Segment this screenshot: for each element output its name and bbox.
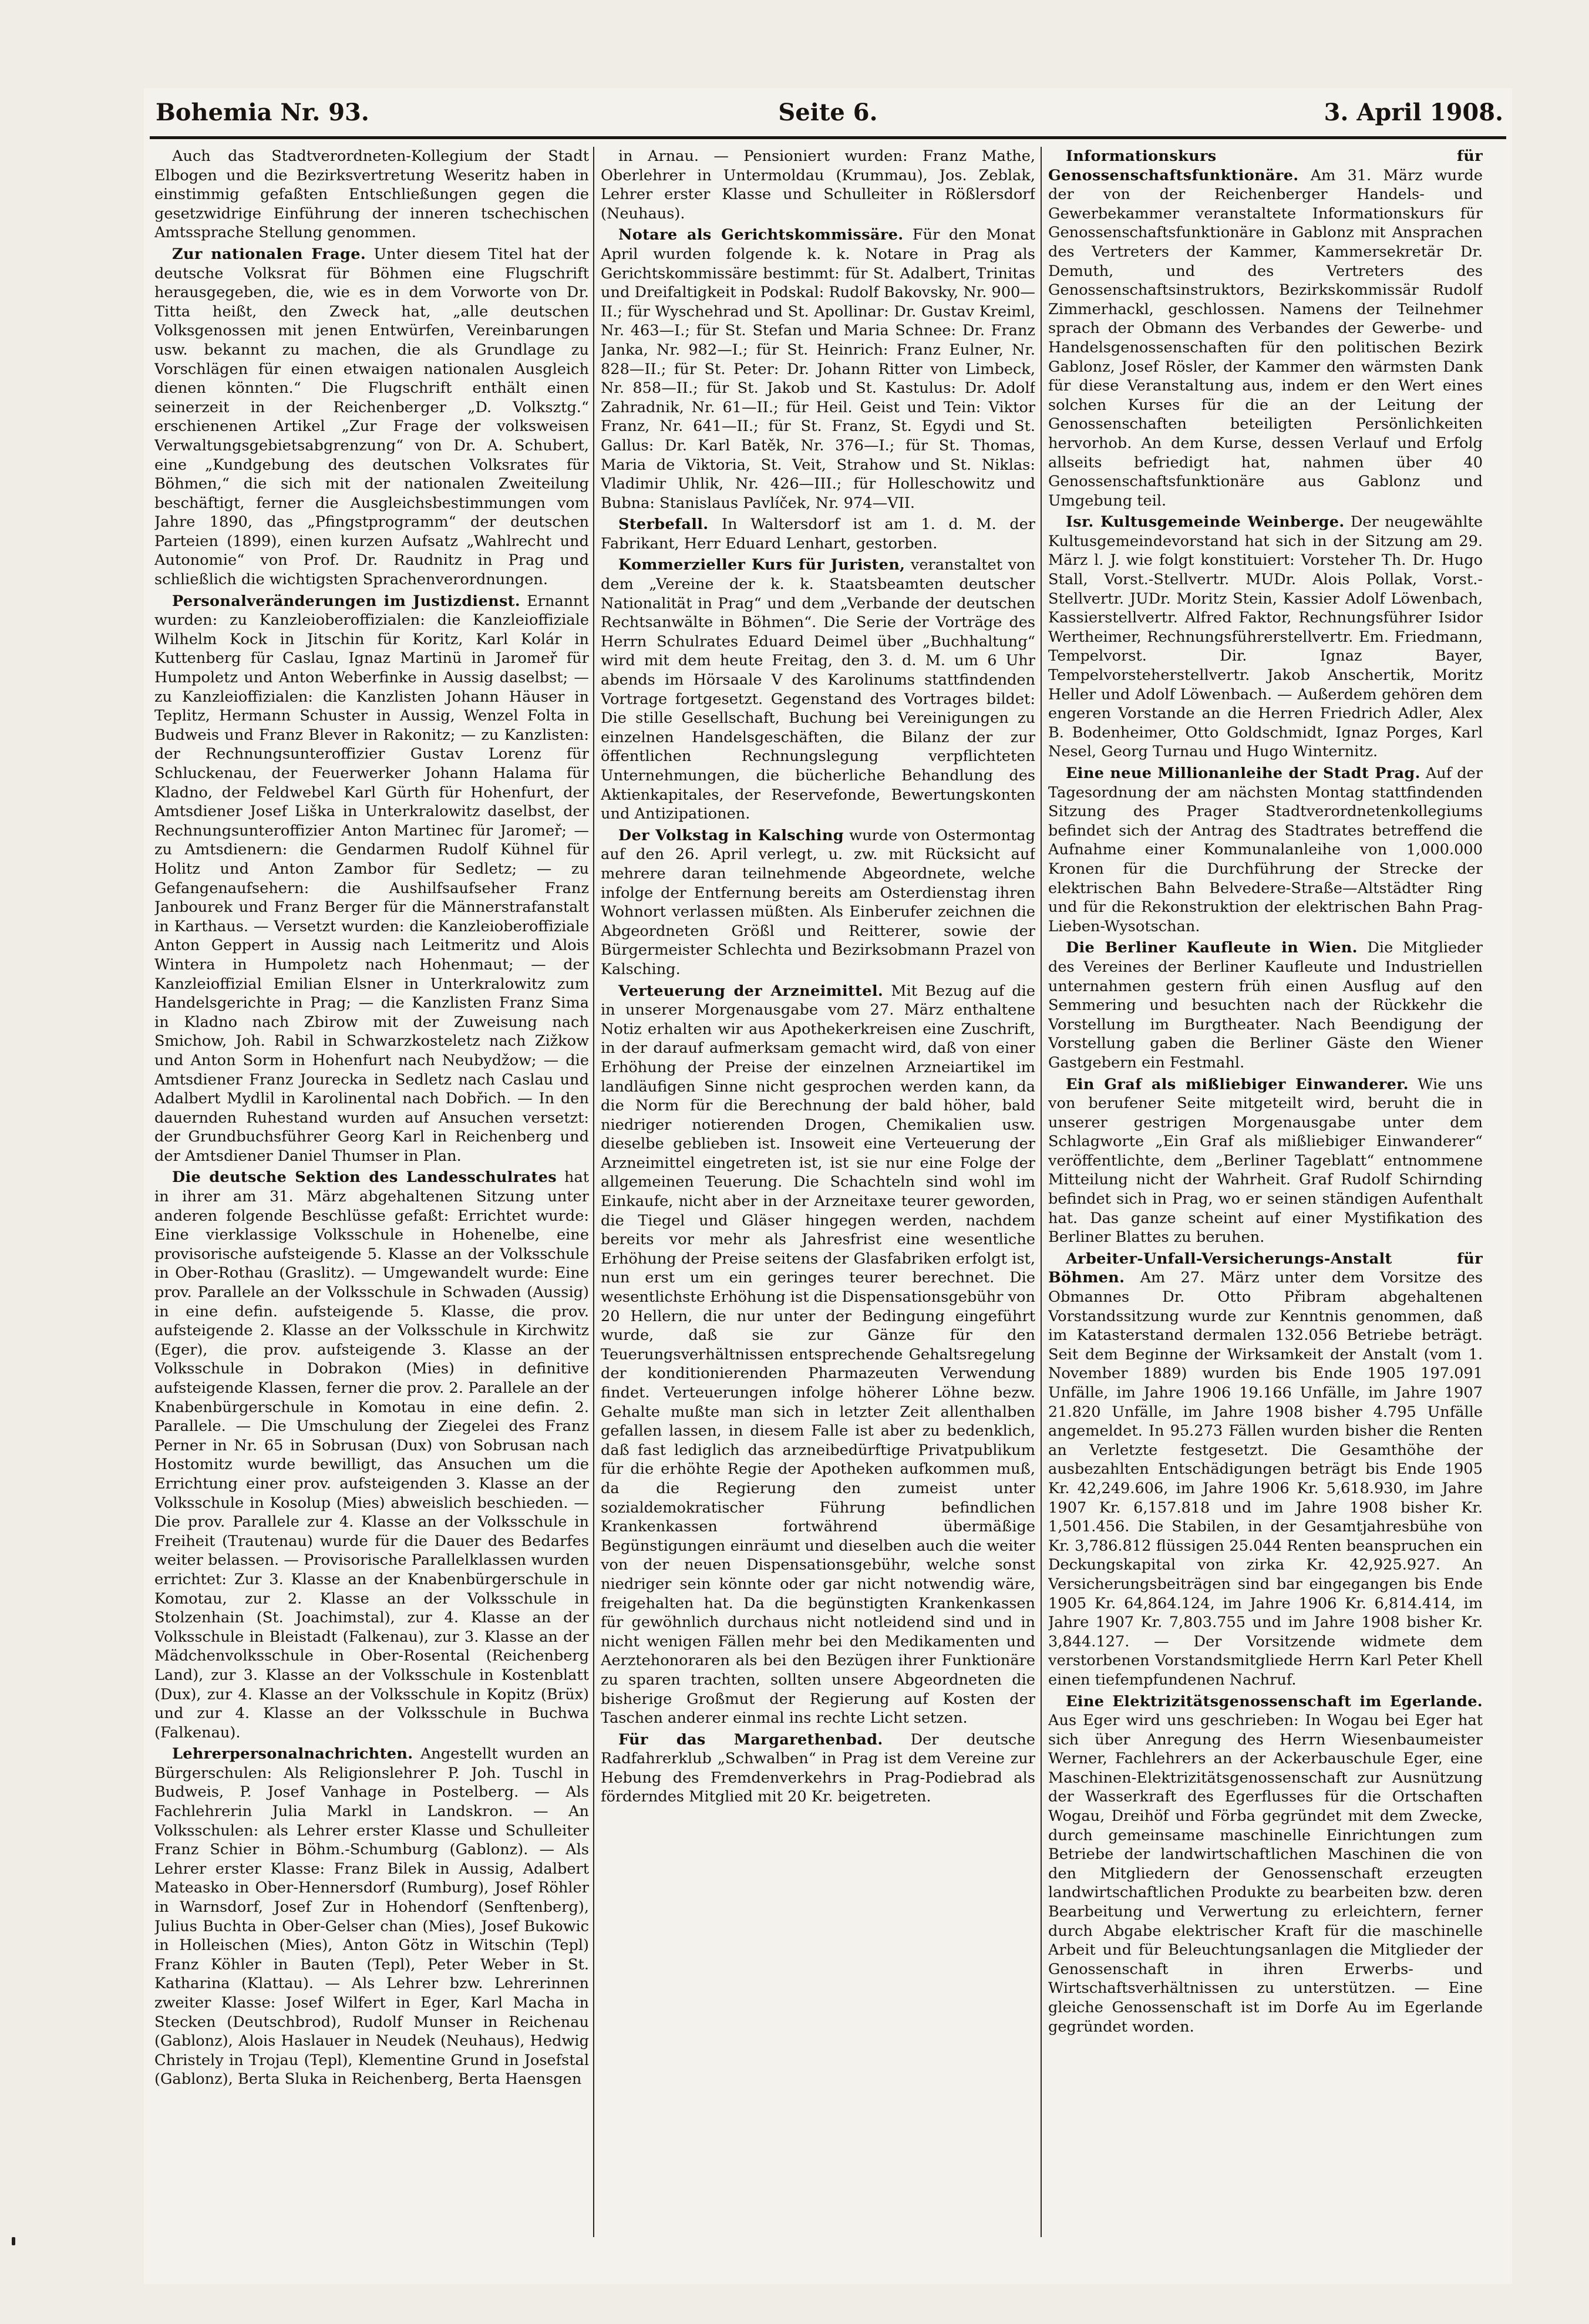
article-body: In Waltersdorf ist am 1. d. M. der Fabrikant, Herr Eduard Lenhart, gestorben. (601, 516, 1035, 553)
column-1 (154, 147, 589, 2272)
article-body: wurde von Ostermontag auf den 26. April verlegt, u. zw. mit Rücksicht auf mehrere daran teilnehmende Abgeordnete, welche infolge der Entfernung bereits am Osterdienstag ihren Wohnort verlassen müßten. Als Einberufer zeichnen die Abgeordneten Größl und Reitterer, sowie der Bürgermeister Schlechta und Bezirksobmann Prazel von Kalsching. (601, 826, 1035, 978)
article-body: Mit Bezug auf die in unserer Morgenausgabe vom 27. März enthaltene Notiz erhalten wir aus Apothekerkreisen eine Zuschrift, in der darauf aufmerksam gemacht wird, daß von einer Erhöhung der Preise der einzelnen Arzneiartikel im landläufigen Sinne nicht gesprochen werden kann, da die Norm für die Berechnung der bald höher, bald niedriger notierenden Drogen, Chemikalien usw. dieselbe geblieben ist. Insoweit eine Verteuerung der Arzneimittel eingetreten ist, ist sie nur eine Folge der allgemeinen Teuerung. Die Schachteln sind wohl im Einkaufe, nicht aber in der Arzneitaxe teurer geworden, die Tiegel und Gläser hingegen werden, nachdem bereits vor mehr als Jahresfrist eine wesentliche Erhöhung der Preise seitens der Glasfabriken erfolgt ist, nun erst um ein geringes teurer berechnet. Die wesentlichste Erhöhung ist die Dispensationsgebühr von 20 Hellern, die nur unter der Bedingung eingeführt wurde, daß sie zur Gänze für den Teuerungsverhältnissen entsprechende Gehaltsregelung der konditionierenden Pharmazeuten Verwendung findet. Verteuerungen infolge höherer Löhne bezw. Gehalte mußte man sich in letzter Zeit allenthalben gefallen lassen, in diesem Falle ist aber zu bedenklich, daß fast lediglich das arzneibedürftige Privatpublikum für die erhöhte Regie der Apotheken aufkommen muß, da die Regierung den zumeist unter sozialdemokratischer Führung befindlichen Krankenkassen fortwährend übermäßige Begünstigungen einräumt und dieselben auch die weiter von der neuen Dispensationsgebühr, welche sonst niedriger sein könnte oder gar nicht notwendig wäre, freigehalten hat. Da die begünstigten Krankenkassen für gewöhnlich durchaus nicht notleidend sind und in nicht wenigen Fällen mehr bei den Medikamenten und Aerztehonoraren als bei den Bezügen ihrer Funktionäre zu sparen trachten, sollten unsere Abgeordneten die bisherige Großmut der Regierung auf Kosten der Taschen anderer einmal ins rechte Licht setzen. (601, 982, 1035, 1727)
page-number: Seite 6. (778, 99, 878, 126)
article-heading: Sterbefall. (618, 516, 709, 534)
article-paragraph (601, 147, 1035, 223)
article-heading: Isr. Kultusgemeinde Weinberge. (1066, 513, 1345, 531)
article-body: Für den Monat April wurden folgende k. k. Notare in Prag als Gerichtskommissäre bestimmt: für St. Adalbert, Trinitas und Dreifaltigkeit in Podskal: Rudolf Bakovsky, Nr. 900—II.; für Wyschehrad und St. Apollinar: Dr. Gustav Kreiml, Nr. 463—I.; für St. Stefan und Maria Schnee: Dr. Franz Janka, Nr. 982—I.; für St. Heinrich: Franz Eulner, Nr. 828—II.; für St. Peter: Dr. Johann Ritter von Limbeck, Nr. 858—II.; für St. Jakob und St. Kastulus: Dr. Adolf Zahradnik, Nr. 61—II.; für Heil. Geist und Tein: Viktor Franz, Nr. 641—II.; für St. Franz, St. Egydi und St. Gallus: Dr. Karl Batěk, Nr. 376—I.; für St. Thomas, Maria de Viktoria, St. Veit, Strahow und St. Niklas: Vladimir Uhlik, Nr. 426—III.; für Holleschowitz und Bubna: Stanislaus Pavlíček, Nr. 974—VII. (601, 226, 1035, 512)
article-body: Auch das Stadtverordneten-Kollegium der Stadt Elbogen und die Bezirksvertretung Weseritz haben in einstimmig gefaßten Entschließungen gegen die gesetzwidrige Einführung der inneren tschechischen Amtssprache Stellung genommen. (154, 147, 589, 242)
article-body: Der neugewählte Kultusgemeindevorstand hat sich in der Sitzung am 29. März l. J. wie folgt konstituiert: Vorsteher Th. Dr. Hugo Stall, Vorst.-Stellvertr. MUDr. Alois Pollak, Vorst.-Stellvertr. JUDr. Moritz Stein, Kassier Adolf Löwenbach, Kassierstellvertr. Alfred Faktor, Rechnungsführer Isidor Wertheimer, Rechnungsführerstellvertr. Em. Friedmann, Tempelvorst. Dir. Ignaz Bayer, Tempelvorsteherstellvertr. Jakob Anschertik, Moritz Heller und Adolf Löwenbach. — Außerdem gehören dem engeren Vorstande an die Herren Friedrich Adler, Alex B. Bodenheimer, Otto Goldschmidt, Ignaz Porges, Karl Nesel, Georg Turnau und Hugo Winternitz. (1048, 513, 1483, 761)
article-heading: Lehrerpersonalnachrichten. (172, 1745, 413, 1763)
article-paragraph (1048, 1075, 1483, 1247)
column-2 (601, 147, 1035, 2272)
article-paragraph (1048, 513, 1483, 762)
newspaper-page (144, 88, 1512, 2284)
article-heading: Zur nationalen Frage. (172, 245, 366, 263)
masthead-issue: Bohemia Nr. 93. (156, 99, 369, 126)
header-rule (150, 136, 1506, 139)
article-paragraph (1048, 1249, 1483, 1690)
article-paragraph (154, 147, 589, 242)
article-body: Angestellt wurden an Bürgerschulen: Als Religionslehrer P. Joh. Tuschl in Budweis, P. Josef Vanhage in Postelberg. — Als Fachlehrerin Julia Markl in Landskron. — An Volksschulen: als Lehrer erster Klasse und Schulleiter Franz Schier in Böhm.-Schumburg (Gablonz). — Als Lehrer erster Klasse: Franz Bilek in Aussig, Adalbert Mateasko in Ober-Hennersdorf (Rumburg), Josef Röhler in Warnsdorf, Josef Zur in Hohendorf (Senftenberg), Julius Buchta in Ober-Gelser chan (Mies), Josef Bukowic in Holleischen (Mies), Anton Götz in Witschin (Tepl) Franz Köhler in Bauten (Tepl), Peter Weber in St. Katharina (Klattau). — Als Lehrer bzw. Lehrerinnen zweiter Klasse: Josef Wilfert in Eger, Karl Macha in Stecken (Deutschbrod), Rudolf Munser in Reichenau (Gablonz), Alois Haslauer in Neudek (Neuhaus), Hedwig Christely in Trojau (Tepl), Klementine Grund in Josefstal (Gablonz), Berta Sluka in Reichenberg, Berta Haensgen (154, 1745, 589, 2089)
article-paragraph (601, 826, 1035, 979)
article-body: Ernannt wurden: zu Kanzleioberoffizialen: die Kanzleioffiziale Wilhelm Kock in Jitschin für Koritz, Karl Kolár in Kuttenberg für Caslau, Ignaz Martinü in Jaromeř für Humpoletz und Anton Weberfinke in Aussig daselbst; — zu Kanzleioffizialen: die Kanzlisten Johann Häuser in Teplitz, Hermann Schuster in Aussig, Wenzel Folta in Budweis und Franz Blever in Rakonitz; — zu Kanzlisten: der Rechnungsunteroffizier Gustav Lorenz für Schluckenau, der Feuerwerker Johann Halama für Kladno, der Feldwebel Karl Gürth für Hohenfurt, der Amtsdiener Josef Liška in Unterkralowitz daselbst, der Rechnungsunteroffizier Anton Martinec für Jaromeř; — zu Amtsdienern: die Gendarmen Rudolf Kühnel für Holitz und Anton Zambor für Sedletz; — zu Gefangenaufsehern: die Aushilfsaufseher Franz Janbourek und Franz Berger für die Männerstrafanstalt in Karthaus. — Versetzt wurden: die Kanzleioberoffiziale Anton Geppert in Aussig nach Leitmeritz und Alois Wintera in Humpoletz nach Hohenmaut; — der Kanzleioffizial Emilian Elsner in Unterkralowitz zum Handelsgerichte in Prag; — die Kanzlisten Franz Sima in Kladno nach Zbirow mit der Zuweisung nach Smichow, Joh. Rabil in Schwarzkosteletz nach Zižkow und Anton Sorm in Hohenfurt nach Neubydžow; — die Amtsdiener Franz Jourecka in Sedletz nach Caslau und Adalbert Mydlil in Karolinental nach Dobřich. — In den dauernden Ruhestand wurden auf Ansuchen versetzt: der Grundbuchsführer Georg Karl in Reichenberg und der Amtsdiener Daniel Thumser in Plan. (154, 592, 589, 1165)
article-paragraph (154, 592, 589, 1166)
article-heading: Eine neue Millionanleihe der Stadt Prag. (1066, 764, 1420, 782)
running-head (144, 88, 1512, 129)
article-heading: Der Volkstag in Kalsching (618, 826, 844, 844)
column-divider (593, 147, 594, 2237)
column-3 (1048, 147, 1483, 2272)
ink-mark (12, 2237, 15, 2245)
article-heading: Für das Margarethenbad. (618, 1730, 883, 1749)
article-paragraph (601, 982, 1035, 1728)
article-paragraph (154, 1744, 589, 2089)
column-divider (1041, 147, 1042, 2237)
article-paragraph (1048, 938, 1483, 1072)
article-body: Aus Eger wird uns geschrieben: In Wogau bei Eger hat sich über Anregung des Herrn Wiesenbaumeister Werner, Fachlehrers an der Ackerbauschule Eger, eine Maschinen-Elektrizitätsgenossenschaft zur Ausnützung der Wasserkraft des Egerflusses für die Ortschaften Wogau, Dreihöf und Förba gegründet mit dem Zwecke, durch gemeinsame maschinelle Einrichtungen zum Betriebe der landwirtschaftlichen Maschinen die von den Mitgliedern der Genossenschaft erzeugten landwirtschaftlichen Produkte zu bearbeiten bzw. deren Bearbeitung und Verwertung zu erleichtern, ferner durch Abgabe elektrischer Kraft für die maschinelle Arbeit und für Beleuchtungsanlagen die Mitglieder der Genossenschaft in ihren Erwerbs- und Wirtschaftsverhältnissen zu unterstützen. — Eine gleiche Genossenschaft ist im Dorfe Au im Egerlande gegründet worden. (1048, 1712, 1483, 2036)
article-paragraph (601, 555, 1035, 823)
article-heading: Personalveränderungen im Justizdienst. (172, 592, 520, 610)
article-paragraph (1048, 147, 1483, 510)
article-heading: Notare als Gerichtskommissäre. (618, 226, 904, 244)
article-body: veranstaltet von dem „Vereine der k. k. Staatsbeamten deutscher Nationalität in Prag“ und dem „Verbande der deutschen Rechtsanwälte in Böhmen“. Die Serie der Vorträge des Herrn Schulrates Eduard Deimel über „Buchhaltung“ wird mit dem heute Freitag, den 3. d. M. um 6 Uhr abends im Hörsaale V des Karolinums stattfindenden Vortrage fortgesetzt. Gegenstand des Vortrages bildet: Die stille Gesellschaft, Buchung bei Vereinigungen zu einzelnen Handelsgeschäften, die Bilanz der zur öffentlichen Rechnungslegung verpflichteten Unternehmungen, die bücherliche Behandlung des Aktienkapitales, der Reservefonde, Bewertungskonten und Antizipationen. (601, 556, 1035, 823)
article-body: hat in ihrer am 31. März abgehaltenen Sitzung unter anderen folgende Beschlüsse gefaßt: Errichtet wurde: Eine vierklassige Volksschule in Hohenelbe, eine provisorische aufsteigende 5. Klasse an der Volksschule in Ober-Rothau (Graslitz). — Umgewandelt wurde: Eine prov. Parallele an der Volksschule in Schwaden (Aussig) in eine defin. aufsteigende 5. Klasse, die prov. aufsteigende 2. Klasse an der Volksschule in Kirchwitz (Eger), die prov. aufsteigende 3. Klasse an der Volksschule in Dobrakon (Mies) in definitive aufsteigende Klassen, ferner die prov. 2. Parallele an der Knabenbürgerschule in Komotau in eine defin. 2. Parallele. — Die Umschulung der Ziegelei des Franz Perner in Nr. 65 in Sobrusan (Dux) von Sobrusan nach Hostomitz wurde bewilligt, das Ansuchen um die Errichtung einer prov. aufsteigenden 3. Klasse an der Volksschule in Kosolup (Mies) abweislich beschieden. — Die prov. Parallele zur 4. Klasse an der Volksschule in Freiheit (Trautenau) wurde für die Dauer des Bedarfes weiter belassen. — Provisorische Parallelklassen wurden errichtet: Zur 3. Klasse an der Knabenbürgerschule in Komotau, zur 2. Klasse an der Volksschule in Stolzenhain (St. Joachimstal), zur 4. Klasse an der Volksschule in Bleistadt (Falkenau), zur 3. Klasse an der Mädchenvolksschule in Ober-Rosental (Reichenberg Land), zur 3. Klasse an der Volksschule in Kostenblatt (Dux), zur 4. Klasse an der Volksschule in Kopitz (Brüx) und zur 4. Klasse an der Volksschule in Buchwa (Falkenau). (154, 1168, 589, 1742)
article-heading: Informationskurs für Genossenschaftsfunktionäre. (1048, 147, 1483, 184)
issue-date: 3. April 1908. (1324, 99, 1503, 126)
article-body: in Arnau. — Pensioniert wurden: Franz Mathe, Oberlehrer in Untermoldau (Krummau), Jos. Zeblak, Lehrer erster Klasse und Schulleiter in Rößlersdorf (Neuhaus). (601, 147, 1035, 223)
article-body: Die Mitglieder des Vereines der Berliner Kaufleute und Industriellen unternahmen gestern früh einen Ausflug auf den Semmering und besuchten nach der Rückkehr die Vorstellung im Burgtheater. Nach Beendigung der Vorstellung gaben die Berliner Gäste den Wiener Gastgebern ein Festmahl. (1048, 939, 1483, 1072)
article-paragraph (601, 1730, 1035, 1807)
article-paragraph (601, 225, 1035, 513)
article-heading: Verteuerung der Arzneimittel. (618, 982, 884, 1000)
article-body: Am 27. März unter dem Vorsitze des Obmannes Dr. Otto Přibram abgehaltenen Vorstandssitzung wurde zur Kenntnis genommen, daß im Katasterstand dermalen 132.056 Betriebe beträgt. Seit dem Beginne der Wirksamkeit der Anstalt (vom 1. November 1889) wurden bis Ende 1905 197.091 Unfälle, im Jahre 1906 19.166 Unfälle, im Jahre 1907 21.820 Unfälle, im Jahre 1908 bisher 4.795 Unfälle angemeldet. In 95.273 Fällen wurden bisher die Renten an Verletzte festgesetzt. Die Gesamthöhe der ausbezahlten Entschädigungen beträgt bis Ende 1905 Kr. 42,249.606, im Jahre 1906 Kr. 5,618.930, im Jahre 1907 Kr. 6,157.818 und im Jahre 1908 bisher Kr. 1,501.456. Die Stabilen, in der Gesamtjahresbühe von Kr. 3,786.812 flüssigen 25.044 Renten beanspruchen ein Deckungskapital von zirka Kr. 42,925.927. An Versicherungsbeiträgen sind bar eingegangen bis Ende 1905 Kr. 64,864.124, im Jahre 1906 Kr. 6,814.414, im Jahre 1907 Kr. 7,803.755 und im Jahre 1908 bisher Kr. 3,844.127. — Der Vorsitzende widmete dem verstorbenen Vorstandsmitgliede Herrn Karl Peter Khell einen tiefempfundenen Nachruf. (1048, 1269, 1483, 1689)
article-heading: Arbeiter-Unfall-Versicherungs-Anstalt für Böhmen. (1048, 1249, 1483, 1287)
article-paragraph (154, 245, 589, 590)
article-heading: Kommerzieller Kurs für Juristen, (618, 556, 905, 574)
article-heading: Die deutsche Sektion des Landesschulrates (172, 1168, 557, 1187)
article-paragraph (1048, 1692, 1483, 2037)
article-body: Am 31. März wurde der von der Reichenberger Handels- und Gewerbekammer veranstaltete Informationskurs für Genossenschaftsfunktionäre in Gablonz mit Ansprachen des Vertreters der Kammer, Kammersekretär Dr. Demuth, und des Vertreters des Genossenschaftsinstruktors, Bezirkskommissär Rudolf Zimmerhackl, geschlossen. Namens der Teilnehmer sprach der Obmann des Verbandes der Gewerbe- und Handelsgenossenschaften für den politischen Bezirk Gablonz, Josef Rösler, der Kammer den wärmsten Dank für diese Veranstaltung aus, indem er den Wert eines solchen Kurses für die an der Leitung der Genossenschaften beteiligten Persönlichkeiten hervorhob. An dem Kurse, dessen Verlauf und Erfolg allseits befriedigt hat, nahmen über 40 Genossenschaftsfunktionäre aus Gablonz und Umgebung teil. (1048, 166, 1483, 510)
article-heading: Die Berliner Kaufleute in Wien. (1066, 939, 1358, 957)
article-heading: Eine Elektrizitätsgenossenschaft im Egerlande. (1066, 1692, 1483, 1710)
article-heading: Ein Graf als mißliebiger Einwanderer. (1066, 1075, 1409, 1093)
article-body: Wie uns von berufener Seite mitgeteilt wird, beruht die in unserer gestrigen Morgenausgabe unter dem Schlagworte „Ein Graf als mißliebiger Einwanderer“ veröffentlichte, dem „Berliner Tageblatt“ entnommene Mitteilung nicht der Wahrheit. Graf Rudolf Schirnding befindet sich in Prag, wo er seinen ständigen Aufenthalt hat. Das ganze scheint auf einer Mystifikation des Berliner Blattes zu beruhen. (1048, 1075, 1483, 1247)
article-body: Auf der Tagesordnung der am nächsten Montag stattfindenden Sitzung des Prager Stadtverordnetenkollegiums befindet sich der Antrag des Stadtrates betreffend die Aufnahme einer Kommunalanleihe von 1,000.000 Kronen für die Durchführung der Strecke der elektrischen Bahn Belvedere-Straße—Altstädter Ring und für die Rekonstruktion der elektrischen Bahn Prag-Lieben-Wysotschan. (1048, 764, 1483, 935)
article-paragraph (154, 1168, 589, 1742)
article-body: Unter diesem Titel hat der deutsche Volksrat für Böhmen eine Flugschrift herausgegeben, die, wie es in dem Vorworte von Dr. Titta heißt, den Zweck hat, „alle deutschen Volksgenossen mit jenen Entwürfen, Vereinbarungen usw. bekannt zu machen, die als Grundlage zu Vorschlägen für einen etwaigen nationalen Ausgleich dienen könnten.“ Die Flugschrift enthält einen seinerzeit in der Reichenberger „D. Volksztg.“ erschienenen Artikel „Zur Frage der volksweisen Verwaltungsgebietsabgrenzung“ von Dr. A. Schubert, eine „Kundgebung des deutschen Volksrates für Böhmen,“ die sich mit der nationalen Zweiteilung beschäftigt, ferner die Ausgleichsbestimmungen vom Jahre 1890, das „Pfingstprogramm“ der deutschen Parteien (1899), einen kurzen Aufsatz „Wahlrecht und Autonomie“ von Prof. Dr. Raudnitz in Prag und schließlich die wichtigsten Sprachenverordnungen. (154, 245, 589, 589)
article-paragraph (601, 515, 1035, 553)
article-paragraph (1048, 764, 1483, 936)
article-body: Der deutsche Radfahrerklub „Schwalben“ in Prag ist dem Vereine zur Hebung des Fremdenverkehrs in Prag-Podiebrad als förderndes Mitglied mit 20 Kr. beigetreten. (601, 1730, 1035, 1806)
